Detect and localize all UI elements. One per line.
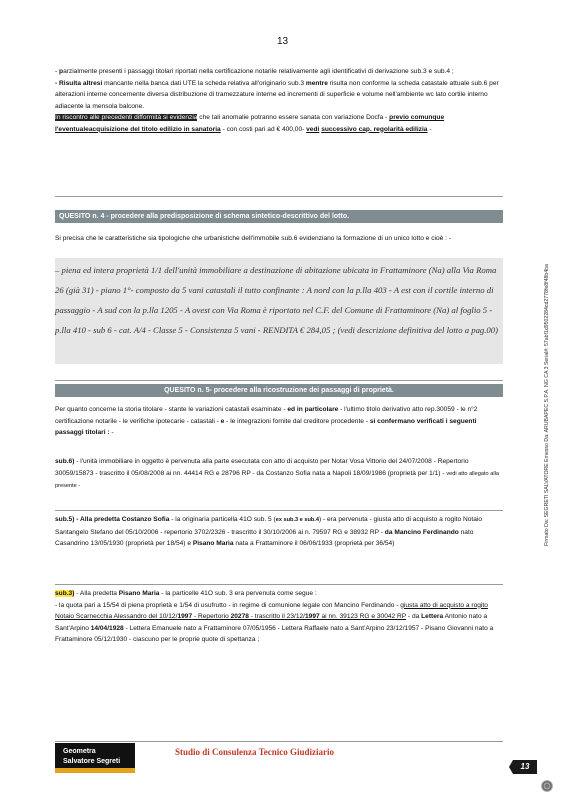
sub5-entry: sub.5) - Alla predetta Costanzo Sofia - la originaria particella 41O sub. 5 (ex sub.3 e sub.4) - era pervenuta - giusta atto di acquisto a rogito Notaio Santangelo Stefano del 05/10/2006 - repertorio 3702/2326 - trascritto il 30/10/2006 ai n. 79597 RG e 38932 RP - da Mancino Ferdinando nato Casandrino 13/05/1930 (proprietà per 18/54) e Pisano Maria nata a Frattaminore il 06/06/1933 (proprietà per 36/54)	[55, 516, 483, 547]
quesito-4-intro: Si precisa che le caratteristiche sia tipologiche che urbanistiche dell'immobile sub.6 evidenziano la formazione di un unico lotto e cioè : -	[55, 235, 451, 242]
signature-seal-icon	[541, 780, 553, 792]
quesito-5-intro: Per quanto concerne la storia titolare - stante le variazioni catastali esaminate - ed in particolare - l'ultimo titolo derivativo atto rep.30059 - le n°2 certificazione notarile - le verifiche ipotecarie - catastali - e - le integrazioni fornite dal creditore procedente - si confermano verificati i seguenti passaggi titolari : -	[55, 406, 478, 436]
section-header-quesito-4: QUESITO n. 4 - procedere alla predisposizione di schema sintetico-descrittivo del lotto.	[55, 210, 503, 223]
logo-line-2: Salvatore Segreti	[63, 758, 121, 765]
digital-signature-strip: Firmato Da: SEGRETI SALVATORE Emesso Da: ARUBAPEC S.P.A. NG CA 3 Serial#: 57abf1d9502284cd2778fe8f48b4ba	[544, 264, 550, 546]
footer-separator	[55, 741, 503, 742]
page-badge: 13	[513, 760, 537, 774]
section-header-quesito-5: QUESITO n. 5- procedere alla ricostruzione dei passaggi di proprietà.	[55, 384, 503, 397]
sub3-entry: sub.3) - Alla predetta Pisano Maria - la particelle 41O sub. 3 era pervenuta come segue : - la quota pari a 15/54 di piena proprietà e 1/54 di usufrutto - in regime di comunione legale con Mancino Ferdinando - giusta atto di acquisto a rogito Notaio Scarnecchia Alessandro del 10/12/1997 - Repertorio 20278 - trascritto il 23/12/1997 ai nn. 39123 RG e 30042 RP - da Lettera Antonio nato a Sant'Arpino 14/04/1928 - Lettera Emanuele nato a Frattaminore 07/05/1956 - Lettera Raffaele nato a Sant'Arpino 23/12/1957 - Pisano Giovanni nato a Frattaminore 05/12/1930 - ciascuno per le proprie quote di spettanza ;	[55, 590, 494, 643]
page-number: 13	[276, 36, 289, 47]
separator	[55, 380, 503, 381]
lot-description-box: – piena ed intera proprietà 1/1 dell'unità immobiliare a destinazione di abitazione ubicata in Frattaminore (Na) alla Via Roma 26 (già 31) - piano 1°- composto da 5 vani catastali il tutto confinante : A nord con la p.lla 403 - A est con il cortile interno di passaggio - A sud con la p.lla 1205 - A ovest con Via Roma è riportato nel C.F. del Comune di Frattaminore (Na) al foglio 5 - p.lla 410 - sub 6 - cat. A/4 - Classe 5 - Consistenza 5 vani - RENDITA € 284,05 ; (vedi descrizione definitiva del lotto a pag.00)	[55, 258, 503, 364]
footer-studio-title: Studio di Consulenza Tecnico Giudiziario	[175, 747, 335, 757]
logo-stripe	[55, 768, 135, 773]
separator	[55, 584, 503, 585]
separator	[55, 510, 503, 511]
paragraph-partial-passages: - parzialmente presenti i passaggi titolari riportati nella certificazione notarile relativamente agli identificativi di derivazione sub.3 e sub.4 ; - Risulta altresi mancante nella banca dati UTE la scheda relativa all'originario sub.3 mentre risulta non conforme la scheda catastale attuale sub.6 per alterazioni interne concernente diversa distribuzione di tramezzature interne ed incrementi di superficie e volume nell'ambiente wc lato cortile interno adiacente la mensola balcone. In riscontro alle precedenti difformità si evidenzia che tali anomalie potranno essere sanata con variazione Docfa - previo comunque l'eventualeacquisizione del titolo edilizio in sanatoria - con costi pari ad € 400,00- vedi successivo cap. regolarità edilizia -	[55, 68, 499, 133]
separator	[55, 196, 503, 197]
sub6-entry: sub.6) - l'unità immobiliare in oggetto è pervenuta alla parte esecutata con atto di acquisto per Notar Vosa Vittorio del 24/07/2008 - Repertorio 30059/15873 - trascritto il 05/08/2008 ai nn. 44414 RG e 28796 RP - da Costanzo Sofia nata a Napoli 18/09/1986 (proprietà per 1/1) - vedi atto allegato alla presente -	[55, 458, 499, 489]
logo-line-1: Geometra	[63, 748, 96, 755]
geometra-logo	[55, 743, 135, 773]
